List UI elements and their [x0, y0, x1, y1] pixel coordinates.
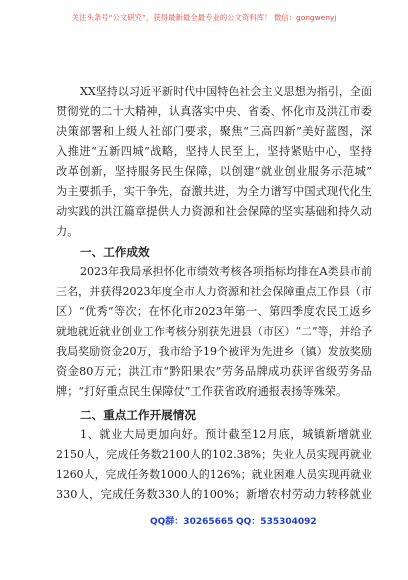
paragraph-line: 330人，完成任务数330人的100%；新增农村劳动力转移就业 [56, 488, 372, 501]
footer-qq-group: QQ群：30265665 [150, 517, 234, 527]
paragraph-line: 区）“优秀”等次；在怀化市2023年第一、第四季度农民工返乡 [56, 305, 372, 318]
paragraph-line: 2023年我局承担怀化市绩效考核各项指标均排在A类县市前 [80, 265, 372, 278]
paragraph-line: 资金80万元；洪江市“黔阳果农”劳务品牌成功获评省级劳务品 [56, 365, 372, 378]
paragraph-line: 牌；“打好重点民生保障仗”工作获省政府通报表扬等殊荣。 [56, 385, 348, 398]
paragraph-line: 改革创新，坚持服务民生保障，以创建“就业创业服务示范城” [56, 165, 372, 178]
section-achievements [56, 242, 372, 402]
paragraph-line: 2150人，完成任务数2100人的102.38%；失业人员实现再就业 [56, 448, 372, 461]
paragraph-line: 入推进“五新四城”战略，坚持人民至上，坚持紧贴中心，坚持 [56, 145, 372, 158]
paragraph-line: 三名，并获得2023年度全市人力资源和社会保障重点工作县（市 [56, 285, 372, 298]
promo-banner: 关注头条号“公文研究”，获得最新最全最专业的公文资料库！ 微信：gongwenyj [71, 13, 337, 22]
section-heading-achievements: 一、工作成效 [80, 245, 150, 259]
paragraph-line: 动实践的洪江篇章提供人力资源和社会保障的坚实基础和持久动 [56, 205, 372, 218]
footer-qq: QQ：535304092 [236, 517, 317, 527]
body-paragraph-intro [56, 82, 372, 242]
paragraph-line: 1260人，完成任务数1000人的126%；就业困难人员实现再就业 [56, 468, 372, 481]
footer-contact [0, 514, 408, 530]
section-heading-key-work: 二、重点工作开展情况 [80, 408, 196, 422]
paragraph-line: 1、就业大局更加向好。预计截至12月底，城镇新增就业 [80, 428, 372, 441]
paragraph-line: 为主要抓手，实干争先，奋激共进，为全力谱写中国式现代化生 [56, 185, 372, 198]
paragraph-line: 贯彻党的二十大精神，认真落实中央、省委、怀化市及洪江市委 [56, 105, 372, 118]
section-key-work [56, 405, 372, 505]
paragraph-line: 决策部署和上级人社部门要求，聚焦“三高四新”美好蓝图，深 [56, 125, 372, 138]
paragraph-line: 力。 [56, 225, 79, 238]
paragraph-line: XX坚持以习近平新时代中国特色社会主义思想为指引，全面 [80, 85, 372, 98]
paragraph-line: 就地就近就业创业工作考核分别获先进县（市区）“二”等，并给予 [56, 325, 372, 338]
paragraph-line: 我局奖励资金20万，我市给予19个被评为先进乡（镇）发放奖励 [56, 345, 372, 358]
